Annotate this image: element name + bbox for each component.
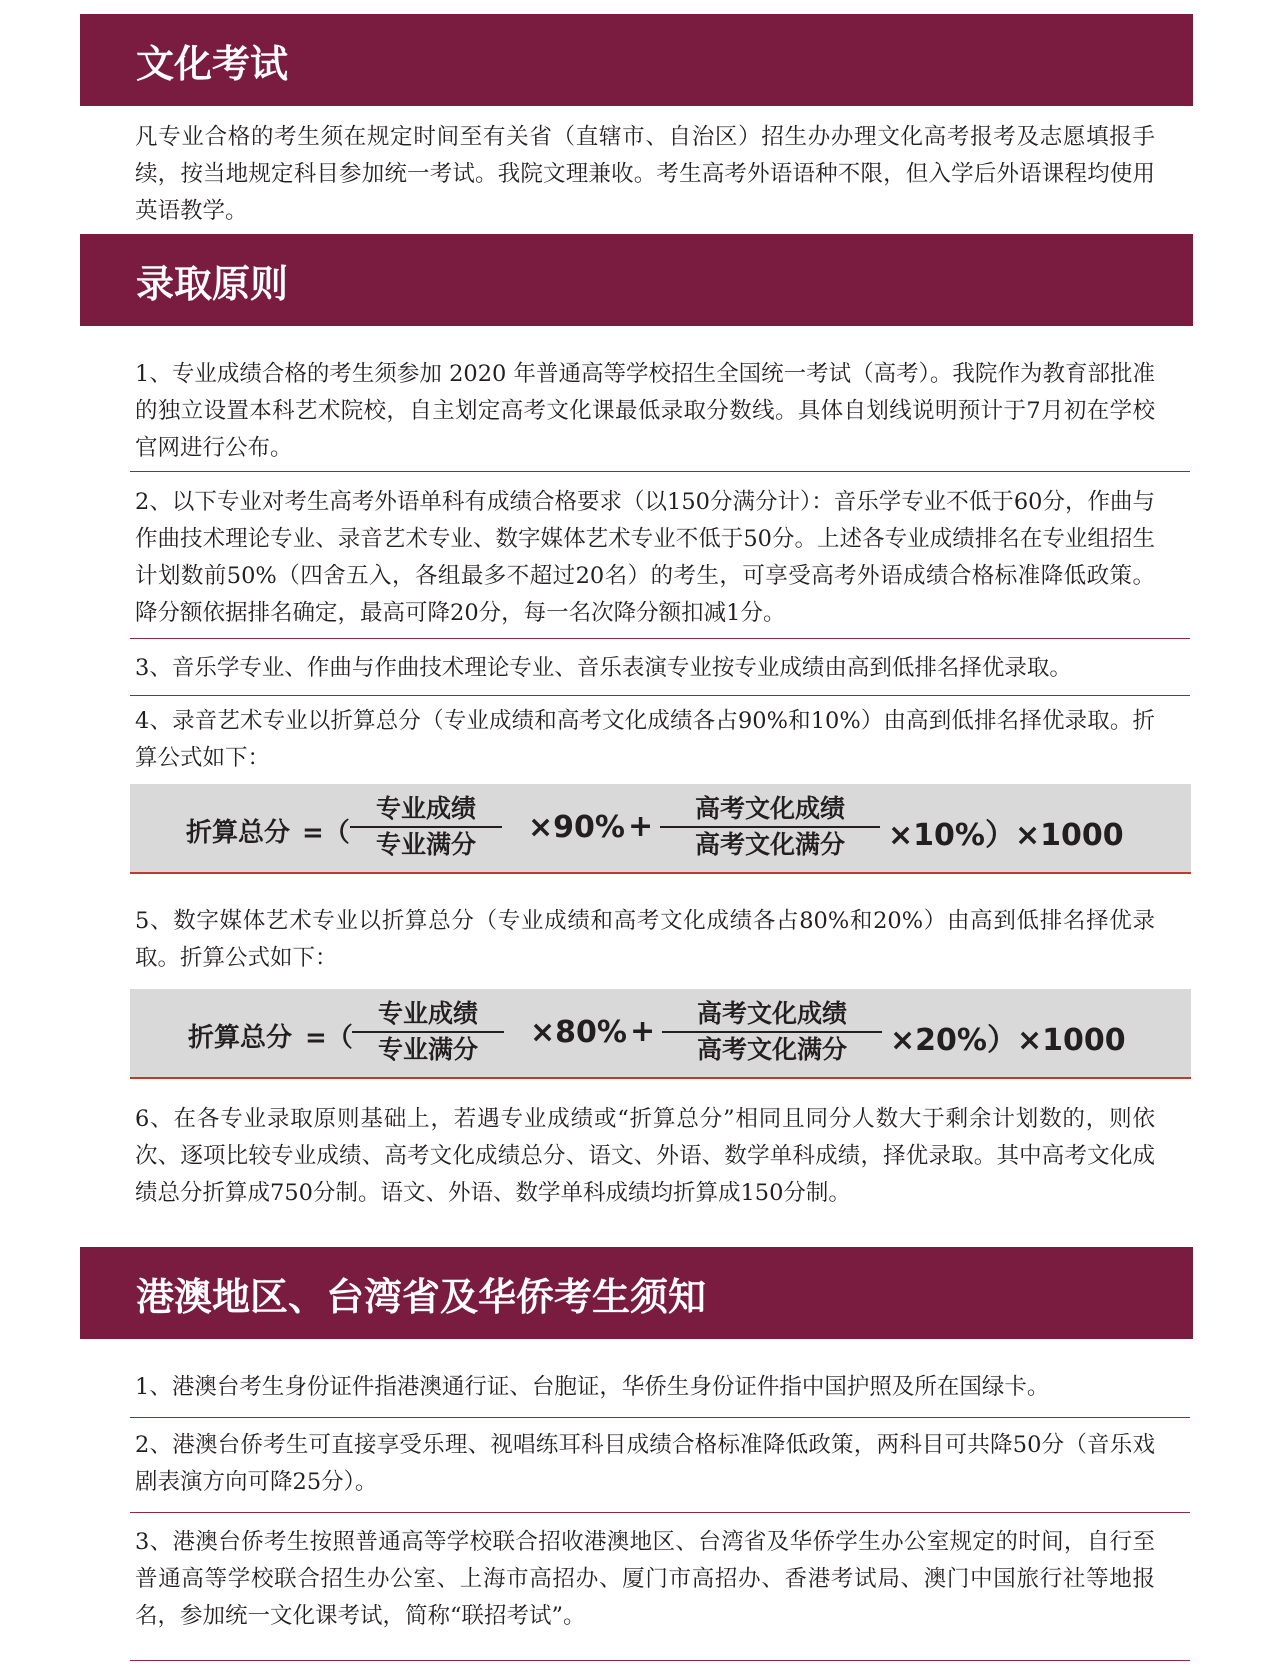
formula-box-recording <box>130 784 1191 874</box>
formula-tail: ×10%）×1000 <box>888 818 1124 853</box>
formula-plus: + <box>630 1014 656 1049</box>
divider <box>130 471 1190 472</box>
fraction-bar <box>350 826 502 828</box>
section-header-admission <box>80 234 1193 326</box>
fraction-numerator: 高考文化成绩 <box>696 999 847 1028</box>
fraction-culture <box>662 999 882 1065</box>
formula-open: =（ <box>305 1023 353 1053</box>
admission-item-5: 5、数字媒体艺术专业以折算总分（专业成绩和高考文化成绩各占80%和20%）由高到低排名择优录取。折算公式如下： <box>135 908 1155 971</box>
admission-item-4: 4、录音艺术专业以折算总分（专业成绩和高考文化成绩各占90%和10%）由高到低排名择优录取。折算公式如下： <box>135 708 1155 771</box>
formula-factor: ×80% <box>530 1015 627 1050</box>
divider <box>130 1660 1190 1661</box>
fraction-major <box>352 999 504 1065</box>
hmt-item-2: 2、港澳台侨考生可直接享受乐理、视唱练耳科目成绩合格标准降低政策，两科目可共降50分（音乐戏剧表演方向可降25分）。 <box>135 1432 1155 1495</box>
fraction-denominator: 专业满分 <box>375 830 476 859</box>
formula-lhs: 折算总分 <box>186 818 291 848</box>
formula-lhs: 折算总分 <box>188 1023 293 1053</box>
divider <box>130 695 1190 696</box>
formula-box-digital-media <box>130 989 1191 1079</box>
fraction-denominator: 专业满分 <box>377 1035 478 1064</box>
section-header-hmt <box>80 1247 1193 1339</box>
formula-factor: ×90% <box>528 810 625 845</box>
fraction-bar <box>662 1031 882 1033</box>
hmt-item-1: 1、港澳台考生身份证件指港澳通行证、台胞证，华侨生身份证件指中国护照及所在国绿卡。 <box>135 1374 1050 1400</box>
fraction-culture <box>660 794 880 860</box>
culture-exam-body: 凡专业合格的考生须在规定时间至有关省（直辖市、自治区）招生办办理文化高考报考及志愿填报手续，按当地规定科目参加统一考试。我院文理兼收。考生高考外语语种不限，但入学后外语课程均使用英语教学。 <box>135 124 1155 224</box>
admission-item-1: 1、专业成绩合格的考生须参加 2020 年普通高等学校招生全国统一考试（高考）。我院作为教育部批准的独立设置本科艺术院校，自主划定高考文化课最低录取分数线。具体自划线说明预计于7月初在学校官网进行公布。 <box>135 361 1155 461</box>
formula-tail: ×20%）×1000 <box>890 1023 1126 1058</box>
fraction-denominator: 高考文化满分 <box>696 1035 847 1064</box>
fraction-bar <box>660 826 880 828</box>
admission-item-3: 3、音乐学专业、作曲与作曲技术理论专业、音乐表演专业按专业成绩由高到低排名择优录取。 <box>135 655 1072 681</box>
hmt-item-3: 3、港澳台侨考生按照普通高等学校联合招收港澳地区、台湾省及华侨学生办公室规定的时间，自行至普通高等学校联合招生办公室、上海市高招办、厦门市高招办、香港考试局、澳门中国旅行社等地报名，参加统一文化课考试，简称“联招考试”。 <box>135 1529 1155 1629</box>
divider <box>130 1512 1190 1513</box>
section-title: 文化考试 <box>136 41 289 86</box>
fraction-numerator: 专业成绩 <box>375 794 476 823</box>
fraction-bar <box>352 1031 504 1033</box>
divider <box>130 638 1190 639</box>
section-header-culture-exam <box>80 14 1193 106</box>
fraction-major <box>350 794 502 860</box>
fraction-numerator: 专业成绩 <box>377 999 478 1028</box>
admission-item-2: 2、以下专业对考生高考外语单科有成绩合格要求（以150分满分计）：音乐学专业不低于60分，作曲与作曲技术理论专业、录音艺术专业、数字媒体艺术专业不低于50分。上述各专业成绩排名在专业组招生计划数前50%（四舍五入，各组最多不超过20名）的考生，可享受高考外语成绩合格标准降低政策。降分额依据排名确定，最高可降20分，每一名次降分额扣减1分。 <box>135 489 1155 626</box>
fraction-numerator: 高考文化成绩 <box>694 794 845 823</box>
section-title: 录取原则 <box>136 261 289 306</box>
fraction-denominator: 高考文化满分 <box>694 830 845 859</box>
divider <box>130 1417 1190 1418</box>
formula-open: =（ <box>302 818 350 848</box>
section-title: 港澳地区、台湾省及华侨考生须知 <box>136 1274 707 1319</box>
admission-item-6: 6、在各专业录取原则基础上，若遇专业成绩或“折算总分”相同且同分人数大于剩余计划数的，则依次、逐项比较专业成绩、高考文化成绩总分、语文、外语、数学单科成绩，择优录取。其中高考文化成绩总分折算成750分制。语文、外语、数学单科成绩均折算成150分制。 <box>135 1106 1155 1206</box>
formula-plus: + <box>628 809 654 844</box>
